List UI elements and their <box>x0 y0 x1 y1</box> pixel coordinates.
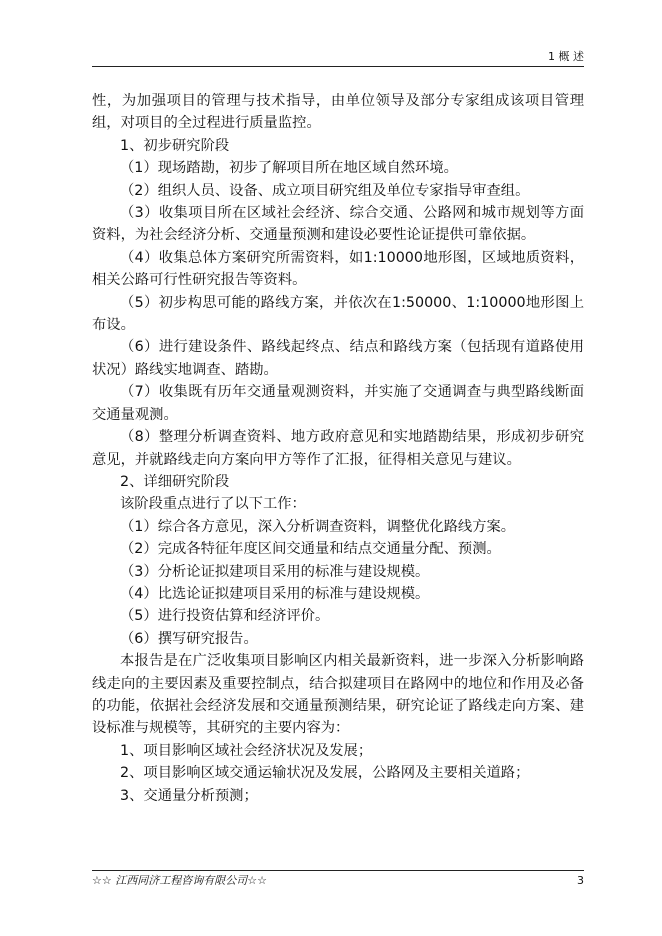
heading-detailed-stage: 2、详细研究阶段 <box>120 473 230 490</box>
page-number: 3 <box>577 874 584 887</box>
list-item: （6）撰写研究报告。 <box>120 630 258 647</box>
paragraph-report-summary: 本报告是在广泛收集项目影响区内相关最新资料，进一步深入分析影响路线走向的主要因素及重要控制点，结合拟建项目在路网中的地位和作用及必备的功能，依据社会经济发展和交通量预测结果，研究论证了路线走向方案、建设标准与规模等，其研究的主要内容为： <box>92 653 584 737</box>
paragraph-intro: 该阶段重点进行了以下工作： <box>120 496 306 513</box>
running-header: 1 概 述 <box>548 50 584 63</box>
list-item: （3）收集项目所在区域社会经济、综合交通、公路网和城市规划等方面资料，为社会经济分析、交通量预测和建设必要性论证提供可靠依据。 <box>92 205 584 244</box>
list-item: （2）完成各特征年度区间交通量和结点交通量分配、预测。 <box>120 541 501 558</box>
content-item: 1、项目影响区域社会经济状况及发展； <box>120 742 373 759</box>
content-item: 3、交通量分析预测； <box>120 787 258 804</box>
list-item: （7）收集既有历年交通量观测资料，并实施了交通调查与典型路线断面交通量观测。 <box>92 384 584 423</box>
footer-company: ☆☆ 江西同济工程咨询有限公司☆☆ <box>92 874 267 887</box>
list-item: （4）收集总体方案研究所需资料，如1:10000地形图，区域地质资料，相关公路可行性研究报告等资料。 <box>92 249 584 289</box>
header-rule <box>92 66 584 67</box>
list-item: （1）现场踏勘，初步了解项目所在地区域自然环境。 <box>120 160 458 177</box>
list-item: （4）比选论证拟建项目采用的标准与建设规模。 <box>120 585 430 602</box>
list-item: （3）分析论证拟建项目采用的标准与建设规模。 <box>120 563 430 580</box>
list-item: （1）综合各方意见，深入分析调查资料，调整优化路线方案。 <box>120 518 516 535</box>
list-item: （6）进行建设条件、路线起终点、结点和路线方案（包括现有道路使用状况）路线实地调查、踏勘。 <box>92 339 584 378</box>
list-item: （8）整理分析调查资料、地方政府意见和实地踏勘结果，形成初步研究意见，并就路线走向方案向甲方等作了汇报，征得相关意见与建议。 <box>92 429 584 468</box>
content-item: 2、项目影响区域交通运输状况及发展，公路网及主要相关道路； <box>120 765 530 782</box>
list-item: （2）组织人员、设备、成立项目研究组及单位专家指导审查组。 <box>120 182 530 199</box>
list-item: （5）初步构思可能的路线方案，并依次在1:50000、1:10000地形图上布设。 <box>92 294 584 334</box>
document-body <box>92 90 584 807</box>
list-item: （5）进行投资估算和经济评价。 <box>120 608 330 625</box>
paragraph-continuation: 性，为加强项目的管理与技术指导，由单位领导及部分专家组成该项目管理组，对项目的全过程进行质量监控。 <box>92 93 584 132</box>
heading-preliminary-stage: 1、初步研究阶段 <box>120 137 230 154</box>
footer-rule <box>92 870 584 871</box>
